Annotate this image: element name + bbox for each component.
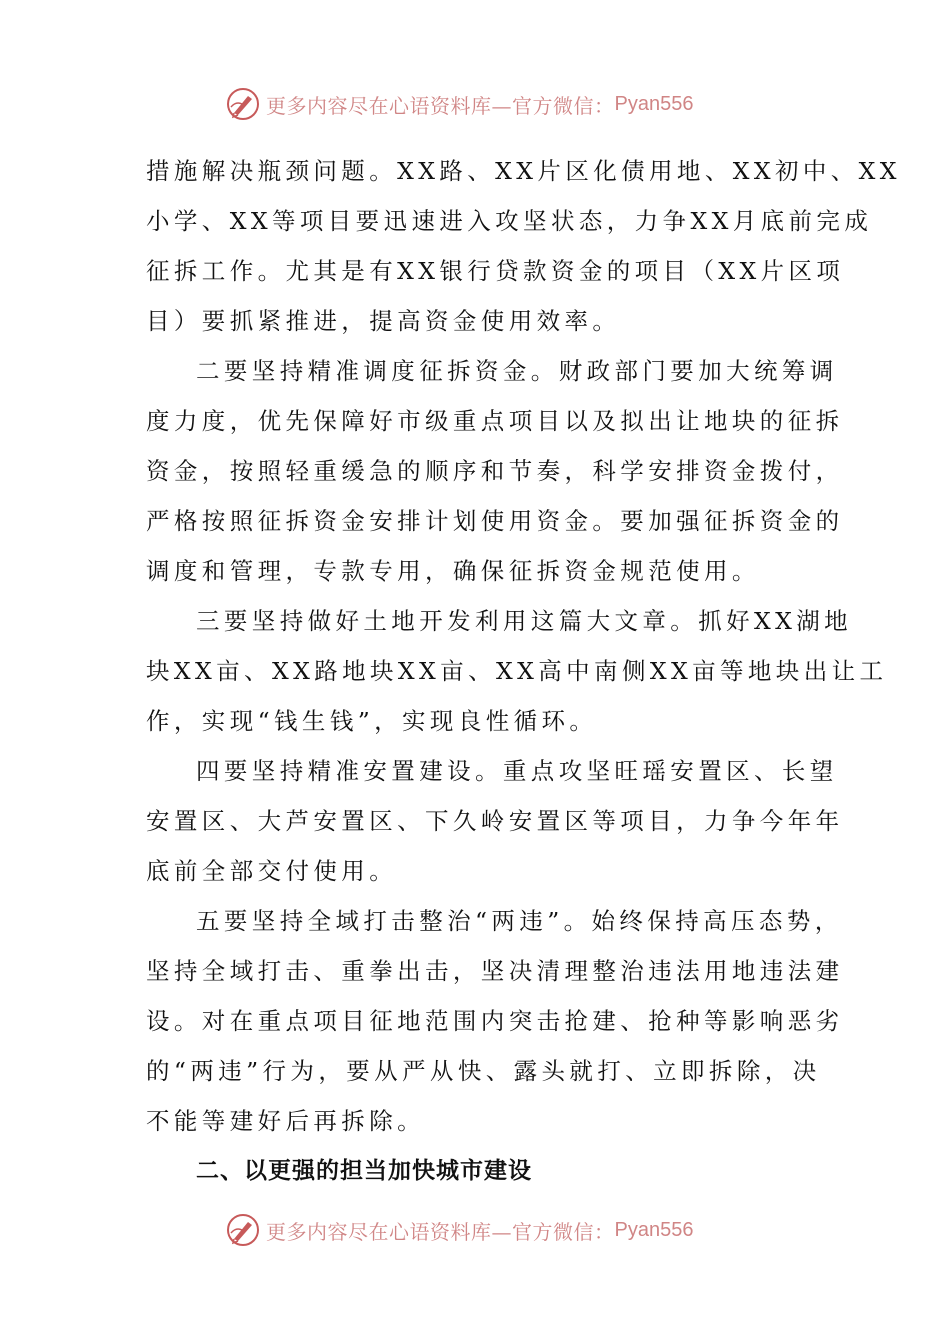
section-heading: 二、以更强的担当加快城市建设 — [196, 1158, 532, 1184]
banner-wechat-id: Pyan556 — [614, 92, 694, 115]
text-line: 严格按照征拆资金安排计划使用资金。要加强征拆资金的 — [146, 507, 844, 535]
text-line: 三要坚持做好土地开发利用这篇大文章。抓好XX湖地 — [196, 607, 853, 635]
text-line: 坚持全域打击、重拳出击，坚决清理整治违法用地违法建 — [146, 957, 844, 985]
text-line: 底前全部交付使用。 — [146, 857, 398, 885]
text-line: 四要坚持精准安置建设。重点攻坚旺瑶安置区、长望 — [196, 757, 838, 785]
text-line: 征拆工作。尤其是有XX银行贷款资金的项目（XX片区项 — [146, 257, 845, 285]
text-line: 调度和管理，专款专用，确保征拆资金规范使用。 — [146, 557, 760, 585]
text-line: 安置区、大芦安置区、下久岭安置区等项目，力争今年年 — [146, 807, 844, 835]
pen-logo-icon — [226, 1213, 260, 1247]
text-line: 的“两违”行为，要从严从快、露头就打、立即拆除，决 — [146, 1057, 821, 1085]
text-line: 资金，按照轻重缓急的顺序和节奏，科学安排资金拨付， — [146, 457, 844, 485]
text-line: 目）要抓紧推进，提高资金使用效率。 — [146, 307, 621, 335]
body-text — [146, 146, 901, 1196]
banner-wechat-id: Pyan556 — [614, 1218, 694, 1241]
footer-banner — [226, 1212, 746, 1248]
text-line: 小学、XX等项目要迅速进入攻坚状态，力争XX月底前完成 — [146, 207, 873, 235]
text-line: 不能等建好后再拆除。 — [146, 1107, 425, 1135]
text-line: 设。对在重点项目征地范围内突击抢建、抢种等影响恶劣 — [146, 1007, 844, 1035]
text-line: 块XX亩、XX路地块XX亩、XX高中南侧XX亩等地块出让工 — [146, 657, 888, 685]
header-banner — [226, 86, 746, 122]
text-line: 措施解决瓶颈问题。XX路、XX片区化债用地、XX初中、XX — [146, 157, 901, 185]
text-line: 五要坚持全域打击整治“两违”。始终保持高压态势， — [196, 907, 843, 935]
pen-logo-icon — [226, 87, 260, 121]
banner-text: 更多内容尽在心语资料库—官方微信： — [266, 93, 615, 118]
banner-text: 更多内容尽在心语资料库—官方微信： — [266, 1219, 615, 1244]
text-line: 作，实现“钱生钱”，实现良性循环。 — [146, 707, 598, 735]
text-line: 度力度，优先保障好市级重点项目以及拟出让地块的征拆 — [146, 407, 844, 435]
text-line: 二要坚持精准调度征拆资金。财政部门要加大统筹调 — [196, 357, 838, 385]
